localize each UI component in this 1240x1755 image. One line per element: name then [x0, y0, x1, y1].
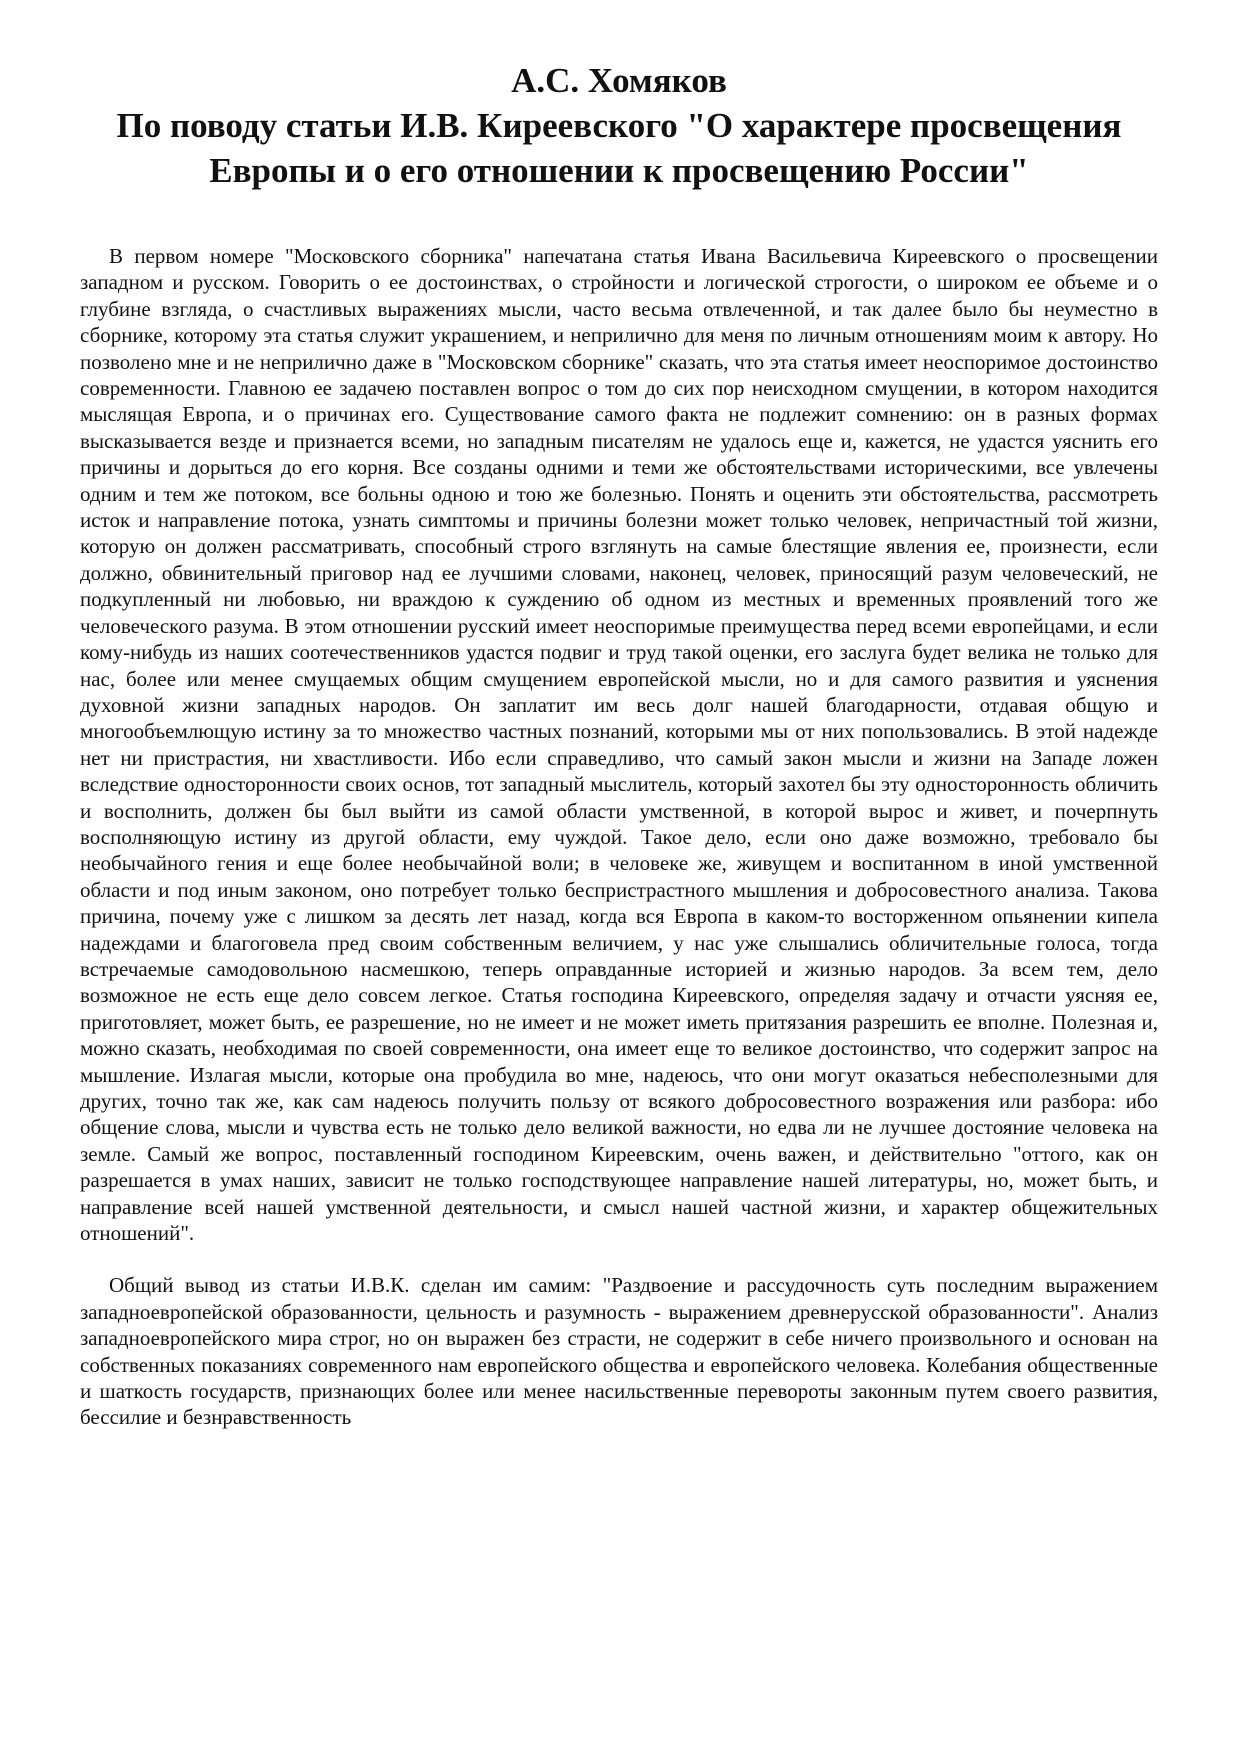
body-paragraph-1: В первом номере "Московского сборника" напечатана статья Ивана Васильевича Киреевского о просвещении западном и русском. Говорить о ее достоинствах, о стройности и логической строгости, о широком ее объеме и о глубине взгляда, о счастливых выражениях мысли, часто весьма отвлеченной, и так далее было бы неуместно в сборнике, которому эта статья служит украшением, и неприлично для меня по личным отношениям моим к автору. Но позволено мне и не неприлично даже в "Московском сборнике" сказать, что эта статья имеет неоспоримое достоинство современности. Главною ее задачею поставлен вопрос о том до сих пор неисходном смущении, в котором находится мыслящая Европа, и о причинах его. Существование самого факта не подлежит сомнению: он в разных формах высказывается везде и признается всеми, но западным писателям не удалось еще и, кажется, не удастся уяснить его причины и дорыться до его корня. Все созданы одними и теми же обстоятельствами историческими, все увлечены одним и тем же потоком, все больны одною и тою же болезнью. Понять и оценить эти обстоятельства, рассмотреть исток и направление потока, узнать симптомы и причины болезни может только человек, непричастный той жизни, которую он должен рассматривать, способный строго взглянуть на самые блестящие явления ее, произнести, если должно, обвинительный приговор над ее лучшими словами, наконец, человек, приносящий разум человеческий, не подкупленный ни любовью, ни враждою к суждению об одном из местных и временных проявлений того же человеческого разума. В этом отношении русский имеет неоспоримые преимущества перед всеми европейцами, и если кому-нибудь из наших соотечественников удастся подвиг и труд такой оценки, его заслуга будет велика не только для нас, более или менее смущаемых общим смущением европейской мысли, но и для самого развития и уяснения духовной жизни западных народов. Он заплатит им весь долг нашей благодарности, отдавая общую и многообъемлющую истину за то множество частных познаний, которыми мы от них попользовались. В этой надежде нет ни пристрастия, ни хвастливости. Ибо если справедливо, что самый закон мысли и жизни на Западе ложен вследствие односторонности своих основ, тот западный мыслитель, который захотел бы эту односторонность обличить и восполнить, должен бы был выйти из самой области умственной, в которой вырос и живет, и почерпнуть восполняющую истину из другой области, ему чуждой. Такое дело, если оно даже возможно, требовало бы необычайного гения и еще более необычайной воли; в человеке же, живущем и воспитанном в иной умственной области и под иным законом, оно потребует только беспристрастного мышления и добросовестного анализа. Такова причина, почему уже с лишком за десять лет назад, когда вся Европа в каком-то восторженном опьянении кипела надеждами и благоговела пред своим собственным величием, у нас уже слышались обличительные голоса, тогда встречаемые самодовольною насмешкою, теперь оправданные историей и жизнью народов. За всем тем, дело возможное не есть еще дело совсем легкое. Статья господина Киреевского, определяя задачу и отчасти уясняя ее, приготовляет, может быть, ее разрешение, но не имеет и не может иметь притязания разрешить ее вполне. Полезная и, можно сказать, необходимая по своей современности, она имеет еще то великое достоинство, что содержит запрос на мышление. Излагая мысли, которые она пробудила во мне, надеюсь, что они могут оказаться небесполезными для других, точно так же, как сам надеюсь получить пользу от всякого добросовестного возражения или разбора: ибо общение слова, мысли и чувства есть не только дело великой важности, но едва ли не лучшее достояние человека на земле. Самый же вопрос, поставленный господином Киреевским, очень важен, и действительно "оттого, как он разрешается в умах наших, зависит не только господствующее направление нашей литературы, но, может быть, и направление всей нашей умственной деятельности, и смысл нашей частной жизни, и характер общежительных отношений". [80, 244, 1158, 1246]
body-paragraph-2: Общий вывод из статьи И.В.К. сделан им самим: "Раздвоение и рассудочность суть последним выражением западноевропейской образованности, цельность и разумность - выражением древнерусской образованности". Анализ западноевропейского мира строг, но он выражен без страсти, не содержит в себе ничего произвольного и основан на собственных показаниях современного нам европейского общества и европейского человека. Колебания общественные и шаткость государств, признающих более или менее насильственные перевороты законным путем своего развития, бессилие и безнравственность [80, 1273, 1158, 1430]
article-title-line-1: По поводу статьи И.В. Киреевского "О характере просвещения [116, 106, 1122, 145]
author-name: А.С. Хомяков [511, 61, 727, 100]
article-title-line-2: Европы и о его отношении к просвещению России" [209, 151, 1029, 190]
document-title-block [80, 58, 1158, 193]
